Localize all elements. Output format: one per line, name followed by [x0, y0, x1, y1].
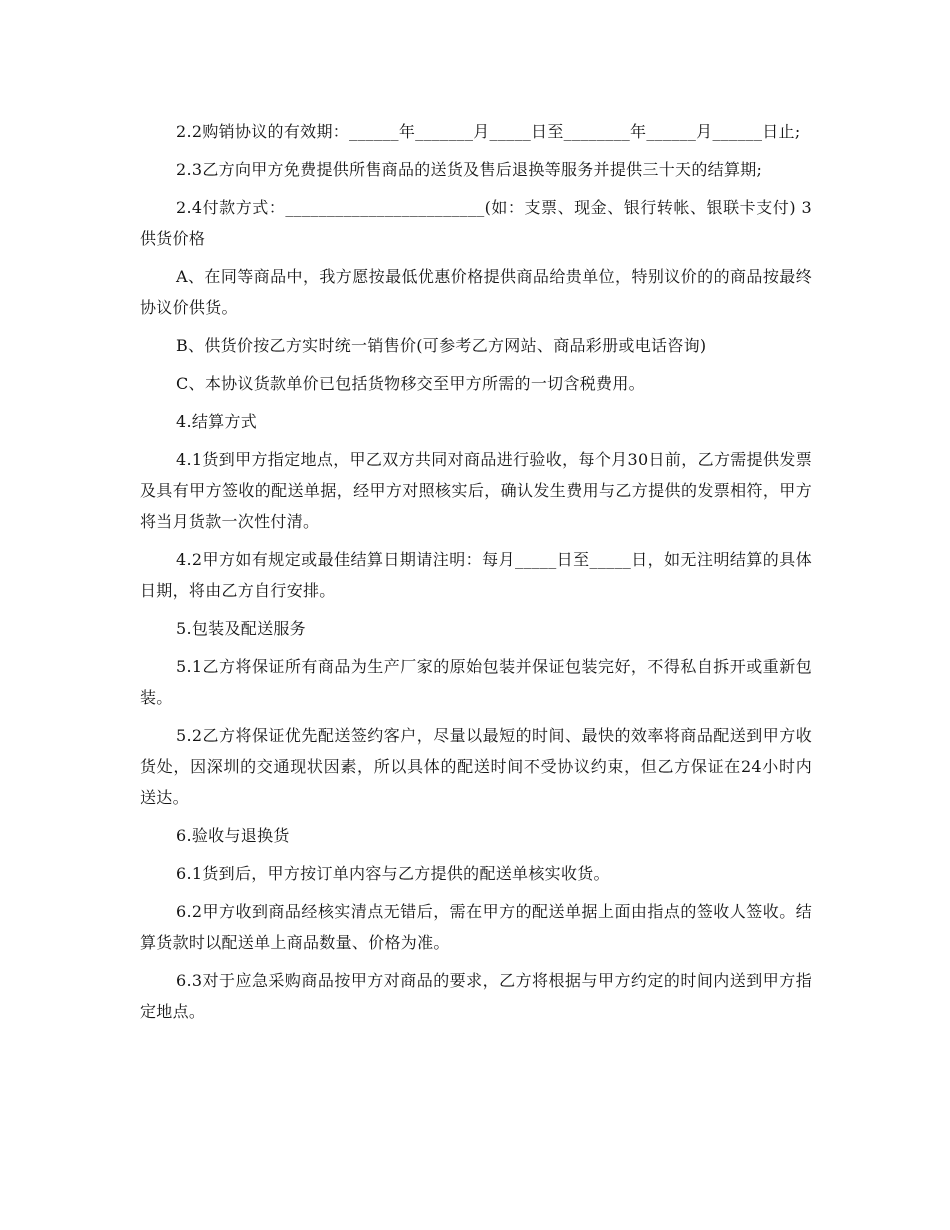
clause-3a-pricing: A、在同等商品中，我方愿按最低优惠价格提供商品给贵单位，特别议价的的商品按最终协议价供货。: [140, 267, 812, 317]
clause-4-2-settlement-date: 4.2甲方如有规定或最佳结算日期请注明：每月_____日至_____日，如无注明结算的具体日期，将由乙方自行安排。: [140, 550, 812, 600]
section-5-heading: 5.包装及配送服务: [176, 619, 306, 638]
clause-6-3-urgent-purchase: 6.3对于应急采购商品按甲方对商品的要求，乙方将根据与甲方约定的时间内送到甲方指定地点。: [140, 971, 812, 1021]
clause-3b-pricing: B、供货价按乙方实时统一销售价(可参考乙方网站、商品彩册或电话咨询): [176, 336, 707, 355]
clause-6-1-receiving: 6.1货到后，甲方按订单内容与乙方提供的配送单核实收货。: [176, 864, 610, 883]
clause-3c-pricing: C、本协议货款单价已包括货物移交至甲方所需的一切含税费用。: [176, 374, 645, 393]
document-body: [140, 116, 812, 1034]
clause-5-2-delivery: 5.2乙方将保证优先配送签约客户，尽量以最短的时间、最快的效率将商品配送到甲方收货处，因深圳的交通现状因素，所以具体的配送时间不受协议约束，但乙方保证在24小时内送达。: [140, 726, 812, 807]
clause-4-1-settlement: 4.1货到甲方指定地点，甲乙双方共同对商品进行验收，每个月30日前，乙方需提供发票及具有甲方签收的配送单据，经甲方对照核实后，确认发生费用与乙方提供的发票相符，甲方将当月货款一次性付清。: [140, 450, 812, 531]
clause-2-4-payment-method: 2.4付款方式：________________________(如：支票、现金、银行转帐、银联卡支付) 3供货价格: [140, 198, 812, 248]
clause-2-2-validity-period: 2.2购销协议的有效期：______年_______月_____日至________年______月______日止;: [176, 122, 801, 141]
clause-5-1-packaging: 5.1乙方将保证所有商品为生产厂家的原始包装并保证包装完好，不得私自拆开或重新包装。: [140, 657, 812, 707]
clause-6-2-sign-off: 6.2甲方收到商品经核实清点无错后，需在甲方的配送单据上面由指点的签收人签收。结算货款时以配送单上商品数量、价格为准。: [140, 902, 812, 952]
clause-2-3-delivery-service: 2.3乙方向甲方免费提供所售商品的送货及售后退换等服务并提供三十天的结算期;: [176, 160, 763, 179]
section-4-heading: 4.结算方式: [176, 412, 258, 431]
section-6-heading: 6.验收与退换货: [176, 826, 290, 845]
